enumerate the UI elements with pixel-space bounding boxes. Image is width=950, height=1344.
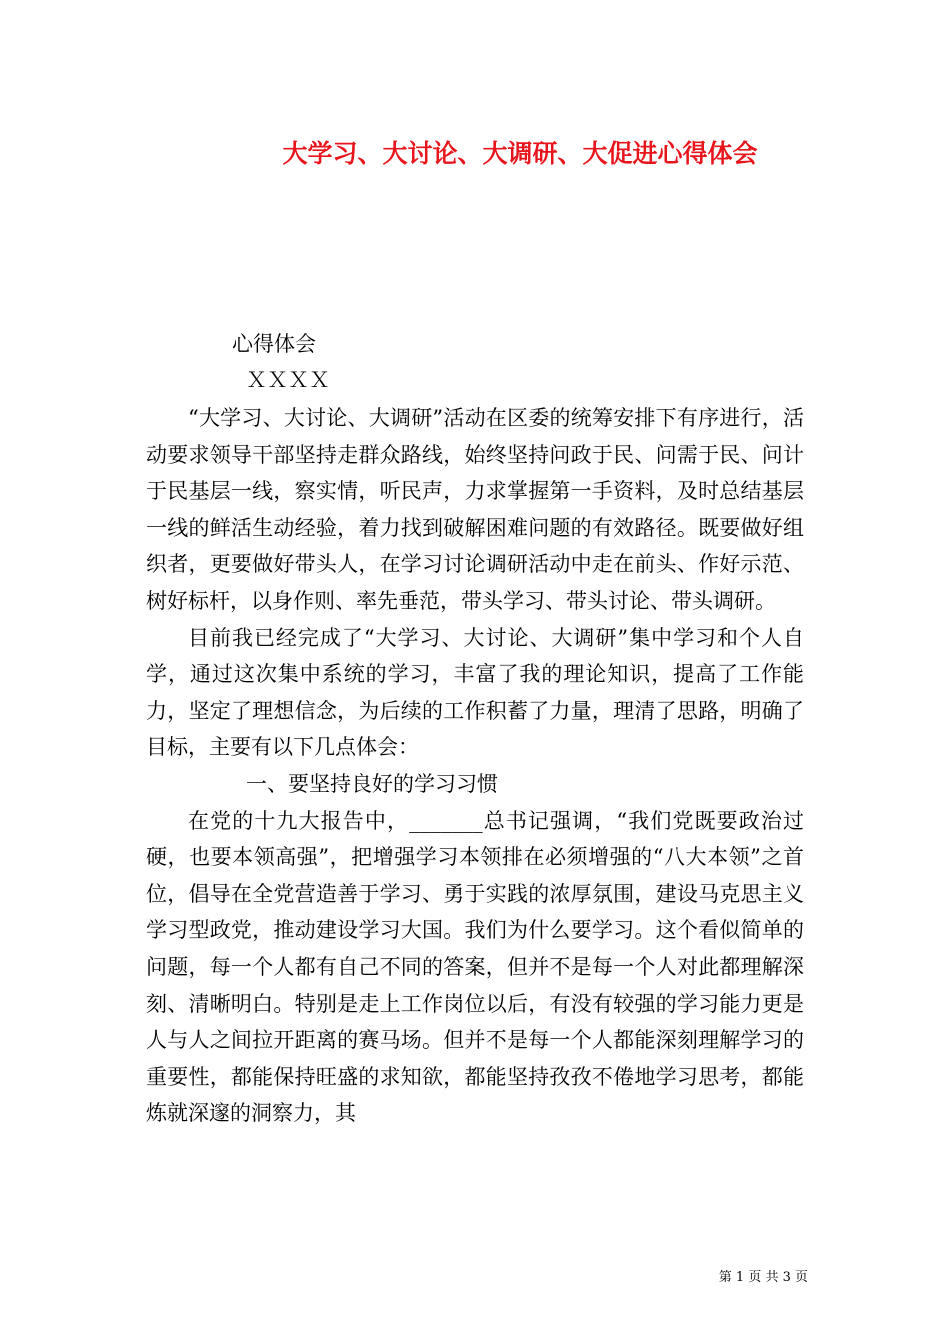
section-heading: 一、要坚持良好的学习习惯 xyxy=(246,771,498,796)
document-title: 大学习、大讨论、大调研、大促进心得体会 xyxy=(282,139,758,168)
page-number-footer: 第 1 页 共 3 页 xyxy=(718,1270,808,1285)
body-paragraph-1: “大学习、大讨论、大调研”活动在区委的统筹安排下有序进行，活动要求领导干部坚持走群众路线，始终坚持问政于民、问需于民、问计于民基层一线，察实情，听民声，力求掌握第一手资料，及时总结基层一线的鲜活生动经验，着力找到破解困难问题的有效路径。既要做好组织者，更要做好带头人，在学习讨论调研活动中走在前头、作好示范、树好标杆，以身作则、率先垂范，带头学习、带头讨论、带头调研。 xyxy=(146,406,804,613)
document-subtitle: 心得体会 xyxy=(232,332,316,356)
document-author: ＸＸＸＸ xyxy=(246,368,330,392)
document-body xyxy=(146,400,804,1132)
body-paragraph-2: 目前我已经完成了“大学习、大讨论、大调研”集中学习和个人自学，通过这次集中系统的学习，丰富了我的理论知识，提高了工作能力，坚定了理想信念，为后续的工作积蓄了力量，理清了思路，明确了目标，主要有以下几点体会： xyxy=(146,625,804,760)
body-paragraph-3: 在党的十九大报告中，_______总书记强调，“我们党既要政治过硬，也要本领高强”，把增强学习本领排在必须增强的“八大本领”之首位，倡导在全党营造善于学习、勇于实践的浓厚氛围，建设马克思主义学习型政党，推动建设学习大国。我们为什么要学习。这个看似简单的问题，每一个人都有自己不同的答案，但并不是每一个人对此都理解深刻、清晰明白。特别是走上工作岗位以后，有没有较强的学习能力更是人与人之间拉开距离的赛马场。但并不是每一个人都能深刻理解学习的重要性，都能保持旺盛的求知欲，都能坚持孜孜不倦地学习思考，都能炼就深邃的洞察力，其 xyxy=(146,808,804,1126)
